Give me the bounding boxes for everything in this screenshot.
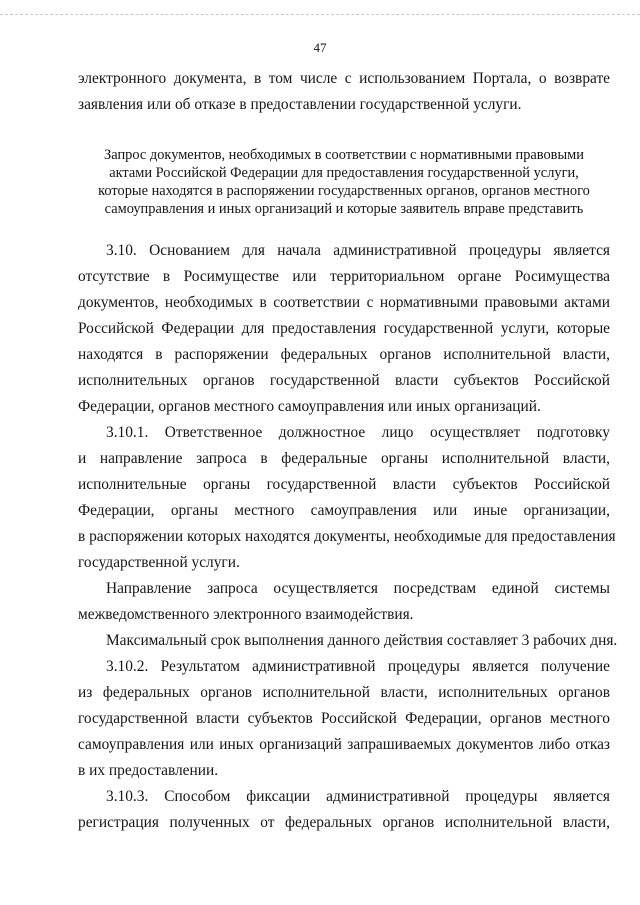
paragraph-3-10-1-line: исполнительные органы государственной власти субъектов Российской: [78, 476, 610, 493]
paragraph-3-10-1-line: государственной услуги.: [78, 554, 240, 571]
paragraph-3-10-line: отсутствие в Росимуществе или территориальном органе Росимущества: [78, 268, 610, 285]
text-line: электронного документа, в том числе с использованием Портала, о возврате: [78, 70, 610, 87]
paragraph-3-10-3-line: регистрация полученных от федеральных органов исполнительной власти,: [78, 814, 610, 831]
main-body: [78, 238, 618, 836]
paragraph-3-10-line: находятся в распоряжении федеральных органов исполнительной власти,: [78, 346, 610, 363]
paragraph-3-10-line: документов, необходимых в соответствии с нормативными правовыми актами: [78, 294, 610, 311]
paragraph-3-10-2-line: 3.10.2. Результатом административной процедуры является получение: [106, 658, 610, 675]
paragraph-request-line: межведомственного электронного взаимодействия.: [78, 606, 414, 623]
paragraph-3-10-line: 3.10. Основанием для начала административной процедуры является: [106, 242, 610, 259]
paragraph-deadline-line: Максимальный срок выполнения данного действия составляет 3 рабочих дня.: [106, 632, 618, 649]
paragraph-3-10-1-line: в распоряжении которых находятся документы, необходимые для предоставления: [78, 528, 616, 545]
paragraph-3-10-2-line: в их предоставлении.: [78, 762, 219, 779]
heading-line: Запрос документов, необходимых в соответствии с нормативными правовыми: [104, 147, 584, 163]
paragraph-3-10-1-line: Федерации, органы местного самоуправления или иные организации,: [78, 502, 610, 519]
paragraph-3-10-2-line: из федеральных органов исполнительной власти, исполнительных органов: [78, 684, 610, 701]
section-heading: [78, 146, 610, 218]
paragraph-3-10-line: Российской Федерации для предоставления государственной услуги, которые: [78, 320, 610, 337]
paragraph-3-10-1-line: и направление запроса в федеральные органы исполнительной власти,: [78, 450, 610, 467]
paragraph-request-line: Направление запроса осуществляется посредствам единой системы: [106, 580, 610, 597]
paragraph-3-10-2-line: самоуправления или иных организаций запрашиваемых документов либо отказ: [78, 736, 610, 753]
top-paragraph: [78, 66, 610, 118]
page-number: 47: [313, 40, 327, 55]
paragraph-3-10-1-line: 3.10.1. Ответственное должностное лицо осуществляет подготовку: [106, 424, 610, 441]
paragraph-3-10-3-line: 3.10.3. Способом фиксации административной процедуры является: [106, 788, 610, 805]
paragraph-3-10-line: исполнительных органов государственной власти субъектов Российской: [78, 372, 610, 389]
paragraph-3-10-2-line: государственной власти субъектов Российской Федерации, органов местного: [78, 710, 610, 727]
heading-line: самоуправления и иных организаций и которые заявитель вправе представить: [104, 201, 584, 217]
heading-line: которые находятся в распоряжении государственных органов, органов местного: [98, 183, 590, 199]
heading-line: актами Российской Федерации для предоставления государственной услуги,: [109, 165, 579, 181]
text-line: заявления или об отказе в предоставлении государственной услуги.: [78, 96, 522, 113]
paragraph-3-10-line: Федерации, органов местного самоуправления или иных организаций.: [78, 398, 541, 415]
scan-edge-line: [0, 14, 640, 15]
